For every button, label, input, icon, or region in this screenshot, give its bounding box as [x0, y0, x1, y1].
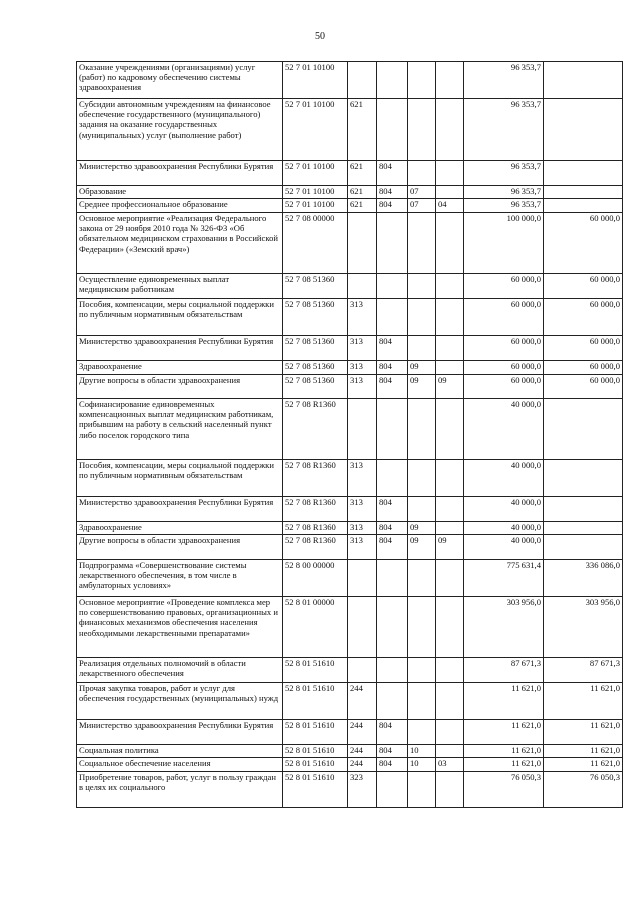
table-row	[77, 497, 623, 522]
row-subsection	[436, 62, 464, 99]
row-expense-type: 621	[348, 186, 377, 199]
row-target-article: 52 7 08 51360	[283, 361, 348, 375]
row-expense-type	[348, 597, 377, 658]
row-ministry-code: 804	[377, 375, 408, 399]
table-row	[77, 745, 623, 758]
budget-table-body	[77, 62, 623, 808]
row-subsection: 09	[436, 535, 464, 560]
row-subsection	[436, 597, 464, 658]
row-amount-1: 60 000,0	[464, 361, 544, 375]
row-section	[408, 597, 436, 658]
row-subsection	[436, 161, 464, 186]
row-expense-type: 621	[348, 99, 377, 161]
row-name: Здравоохранение	[77, 361, 283, 375]
row-ministry-code: 804	[377, 720, 408, 745]
row-ministry-code	[377, 772, 408, 808]
row-amount-1: 96 353,7	[464, 199, 544, 213]
row-target-article: 52 7 08 00000	[283, 213, 348, 274]
row-name: Социальное обеспечение населения	[77, 758, 283, 772]
row-ministry-code: 804	[377, 361, 408, 375]
row-ministry-code: 804	[377, 186, 408, 199]
row-target-article: 52 7 08 51360	[283, 336, 348, 361]
row-target-article: 52 7 01 10100	[283, 161, 348, 186]
row-ministry-code	[377, 460, 408, 497]
row-name: Осуществление единовременных выплат медицинским работникам	[77, 274, 283, 299]
row-name: Министерство здравоохранения Республики Бурятия	[77, 336, 283, 361]
row-name: Основное мероприятие «Реализация Федерального закона от 29 ноября 2010 года № 326-ФЗ «Об обязательном медицинском страховании в Российской Федерации» («Земский врач»)	[77, 213, 283, 274]
row-amount-2: 60 000,0	[544, 375, 623, 399]
row-ministry-code	[377, 399, 408, 460]
row-amount-2	[544, 535, 623, 560]
row-amount-2: 60 000,0	[544, 213, 623, 274]
table-row	[77, 336, 623, 361]
table-row	[77, 199, 623, 213]
row-subsection: 04	[436, 199, 464, 213]
row-name: Другие вопросы в области здравоохранения	[77, 535, 283, 560]
row-section: 07	[408, 199, 436, 213]
table-row	[77, 213, 623, 274]
row-subsection	[436, 683, 464, 720]
row-amount-2: 60 000,0	[544, 336, 623, 361]
row-expense-type: 313	[348, 375, 377, 399]
row-amount-1: 60 000,0	[464, 336, 544, 361]
row-section	[408, 299, 436, 336]
table-row	[77, 375, 623, 399]
row-target-article: 52 7 08 51360	[283, 375, 348, 399]
row-subsection	[436, 658, 464, 683]
row-ministry-code: 804	[377, 161, 408, 186]
table-row	[77, 186, 623, 199]
row-ministry-code: 804	[377, 535, 408, 560]
row-expense-type	[348, 658, 377, 683]
row-amount-1: 40 000,0	[464, 535, 544, 560]
row-section	[408, 274, 436, 299]
row-expense-type	[348, 399, 377, 460]
row-target-article: 52 8 01 51610	[283, 745, 348, 758]
row-subsection	[436, 274, 464, 299]
row-subsection	[436, 361, 464, 375]
row-amount-1: 100 000,0	[464, 213, 544, 274]
row-expense-type	[348, 560, 377, 597]
row-section: 10	[408, 758, 436, 772]
row-amount-2	[544, 399, 623, 460]
row-target-article: 52 7 01 10100	[283, 186, 348, 199]
row-section	[408, 336, 436, 361]
row-subsection	[436, 460, 464, 497]
table-row	[77, 758, 623, 772]
table-row	[77, 535, 623, 560]
row-expense-type: 313	[348, 535, 377, 560]
row-amount-1: 40 000,0	[464, 522, 544, 535]
row-expense-type: 621	[348, 161, 377, 186]
row-amount-1: 11 621,0	[464, 683, 544, 720]
row-amount-2	[544, 199, 623, 213]
row-target-article: 52 7 01 10100	[283, 99, 348, 161]
row-subsection	[436, 213, 464, 274]
row-target-article: 52 8 01 51610	[283, 683, 348, 720]
row-amount-2: 11 621,0	[544, 720, 623, 745]
row-amount-1: 96 353,7	[464, 186, 544, 199]
row-subsection	[436, 186, 464, 199]
row-ministry-code	[377, 597, 408, 658]
row-expense-type: 244	[348, 758, 377, 772]
row-target-article: 52 7 08 R1360	[283, 497, 348, 522]
row-expense-type: 621	[348, 199, 377, 213]
row-name: Пособия, компенсации, меры социальной поддержки по публичным нормативным обязательствам	[77, 299, 283, 336]
row-ministry-code: 804	[377, 522, 408, 535]
row-section	[408, 460, 436, 497]
row-amount-1: 40 000,0	[464, 460, 544, 497]
row-section: 10	[408, 745, 436, 758]
table-row	[77, 522, 623, 535]
row-amount-2: 336 086,0	[544, 560, 623, 597]
row-section: 09	[408, 535, 436, 560]
row-target-article: 52 7 08 51360	[283, 299, 348, 336]
row-ministry-code	[377, 658, 408, 683]
row-section	[408, 683, 436, 720]
table-row	[77, 658, 623, 683]
row-expense-type	[348, 274, 377, 299]
row-amount-2	[544, 161, 623, 186]
row-ministry-code	[377, 213, 408, 274]
row-name: Министерство здравоохранения Республики Бурятия	[77, 497, 283, 522]
table-row	[77, 460, 623, 497]
row-name: Министерство здравоохранения Республики Бурятия	[77, 720, 283, 745]
row-name: Среднее профессиональное образование	[77, 199, 283, 213]
row-subsection	[436, 497, 464, 522]
row-subsection	[436, 745, 464, 758]
row-section	[408, 772, 436, 808]
row-target-article: 52 8 01 51610	[283, 720, 348, 745]
row-subsection	[436, 522, 464, 535]
row-amount-1: 11 621,0	[464, 720, 544, 745]
row-amount-2: 60 000,0	[544, 361, 623, 375]
row-subsection	[436, 299, 464, 336]
budget-table	[76, 61, 623, 808]
row-section	[408, 213, 436, 274]
row-expense-type: 244	[348, 720, 377, 745]
row-amount-1: 303 956,0	[464, 597, 544, 658]
row-target-article: 52 7 08 R1360	[283, 460, 348, 497]
row-section	[408, 497, 436, 522]
row-amount-2	[544, 99, 623, 161]
row-target-article: 52 7 01 10100	[283, 62, 348, 99]
row-ministry-code: 804	[377, 745, 408, 758]
table-row	[77, 772, 623, 808]
row-amount-1: 87 671,3	[464, 658, 544, 683]
row-amount-2	[544, 460, 623, 497]
row-amount-1: 40 000,0	[464, 399, 544, 460]
row-target-article: 52 7 08 51360	[283, 274, 348, 299]
row-expense-type: 313	[348, 336, 377, 361]
row-expense-type: 313	[348, 497, 377, 522]
row-subsection	[436, 336, 464, 361]
row-name: Подпрограмма «Совершенствование системы лекарственного обеспечения, в том числе в амбулаторных условиях»	[77, 560, 283, 597]
row-section	[408, 658, 436, 683]
row-ministry-code: 804	[377, 758, 408, 772]
table-row	[77, 597, 623, 658]
row-target-article: 52 8 01 00000	[283, 597, 348, 658]
row-subsection	[436, 560, 464, 597]
row-amount-1: 11 621,0	[464, 745, 544, 758]
row-ministry-code: 804	[377, 497, 408, 522]
row-ministry-code	[377, 274, 408, 299]
row-amount-2: 60 000,0	[544, 299, 623, 336]
row-section	[408, 720, 436, 745]
row-expense-type: 313	[348, 460, 377, 497]
table-row	[77, 560, 623, 597]
row-amount-2	[544, 186, 623, 199]
row-amount-1: 775 631,4	[464, 560, 544, 597]
row-name: Другие вопросы в области здравоохранения	[77, 375, 283, 399]
table-row	[77, 299, 623, 336]
row-amount-1: 96 353,7	[464, 99, 544, 161]
row-ministry-code	[377, 99, 408, 161]
row-amount-1: 96 353,7	[464, 62, 544, 99]
row-subsection	[436, 772, 464, 808]
row-ministry-code: 804	[377, 199, 408, 213]
row-expense-type	[348, 213, 377, 274]
table-row	[77, 399, 623, 460]
table-row	[77, 161, 623, 186]
row-name: Пособия, компенсации, меры социальной поддержки по публичным нормативным обязательствам	[77, 460, 283, 497]
row-section	[408, 161, 436, 186]
table-row	[77, 99, 623, 161]
row-expense-type: 244	[348, 745, 377, 758]
row-section: 07	[408, 186, 436, 199]
row-expense-type	[348, 62, 377, 99]
row-section	[408, 99, 436, 161]
row-ministry-code: 804	[377, 336, 408, 361]
row-ministry-code	[377, 299, 408, 336]
row-amount-2	[544, 522, 623, 535]
row-subsection	[436, 399, 464, 460]
row-section	[408, 560, 436, 597]
row-amount-1: 76 050,3	[464, 772, 544, 808]
row-subsection: 03	[436, 758, 464, 772]
row-section: 09	[408, 522, 436, 535]
row-name: Оказание учреждениями (организациями) услуг (работ) по кадровому обеспечению системы здравоохранения	[77, 62, 283, 99]
row-name: Реализация отдельных полномочий в области лекарственного обеспечения	[77, 658, 283, 683]
row-amount-1: 60 000,0	[464, 299, 544, 336]
row-amount-1: 40 000,0	[464, 497, 544, 522]
row-amount-1: 11 621,0	[464, 758, 544, 772]
table-row	[77, 361, 623, 375]
row-name: Здравоохранение	[77, 522, 283, 535]
row-amount-1: 96 353,7	[464, 161, 544, 186]
row-target-article: 52 8 00 00000	[283, 560, 348, 597]
row-amount-2: 11 621,0	[544, 758, 623, 772]
row-name: Прочая закупка товаров, работ и услуг для обеспечения государственных (муниципальных) нужд	[77, 683, 283, 720]
row-ministry-code	[377, 62, 408, 99]
row-expense-type: 323	[348, 772, 377, 808]
row-amount-2: 60 000,0	[544, 274, 623, 299]
row-amount-2: 303 956,0	[544, 597, 623, 658]
row-subsection	[436, 99, 464, 161]
row-name: Министерство здравоохранения Республики Бурятия	[77, 161, 283, 186]
row-amount-2: 11 621,0	[544, 683, 623, 720]
page-number: 50	[315, 31, 325, 42]
row-amount-2	[544, 497, 623, 522]
row-target-article: 52 7 08 R1360	[283, 535, 348, 560]
table-row	[77, 720, 623, 745]
row-name: Образование	[77, 186, 283, 199]
row-amount-2: 87 671,3	[544, 658, 623, 683]
table-row	[77, 274, 623, 299]
row-target-article: 52 8 01 51610	[283, 758, 348, 772]
row-name: Основное мероприятие «Проведение комплекса мер по совершенствованию правовых, организационных и финансовых механизмов обеспечения населения необходимыми лекарственными препаратами»	[77, 597, 283, 658]
row-section	[408, 399, 436, 460]
row-name: Софинансирование единовременных компенсационных выплат медицинским работникам, прибывшим на работу в сельский населенный пункт либо поселок городского типа	[77, 399, 283, 460]
row-amount-1: 60 000,0	[464, 375, 544, 399]
row-section	[408, 62, 436, 99]
row-amount-1: 60 000,0	[464, 274, 544, 299]
row-subsection	[436, 720, 464, 745]
row-expense-type: 244	[348, 683, 377, 720]
row-ministry-code	[377, 560, 408, 597]
row-name: Приобретение товаров, работ, услуг в пользу граждан в целях их социального	[77, 772, 283, 808]
row-expense-type: 313	[348, 299, 377, 336]
row-target-article: 52 7 08 R1360	[283, 522, 348, 535]
row-subsection: 09	[436, 375, 464, 399]
row-expense-type: 313	[348, 522, 377, 535]
row-amount-2	[544, 62, 623, 99]
row-target-article: 52 8 01 51610	[283, 772, 348, 808]
row-expense-type: 313	[348, 361, 377, 375]
row-target-article: 52 7 01 10100	[283, 199, 348, 213]
row-ministry-code	[377, 683, 408, 720]
table-row	[77, 62, 623, 99]
table-row	[77, 683, 623, 720]
row-amount-2: 11 621,0	[544, 745, 623, 758]
row-name: Субсидии автономным учреждениям на финансовое обеспечение государственного (муниципального) задания на оказание государственных (муниципальных) услуг (выполнение работ)	[77, 99, 283, 161]
row-amount-2: 76 050,3	[544, 772, 623, 808]
row-section: 09	[408, 375, 436, 399]
row-target-article: 52 8 01 51610	[283, 658, 348, 683]
row-section: 09	[408, 361, 436, 375]
row-target-article: 52 7 08 R1360	[283, 399, 348, 460]
row-name: Социальная политика	[77, 745, 283, 758]
